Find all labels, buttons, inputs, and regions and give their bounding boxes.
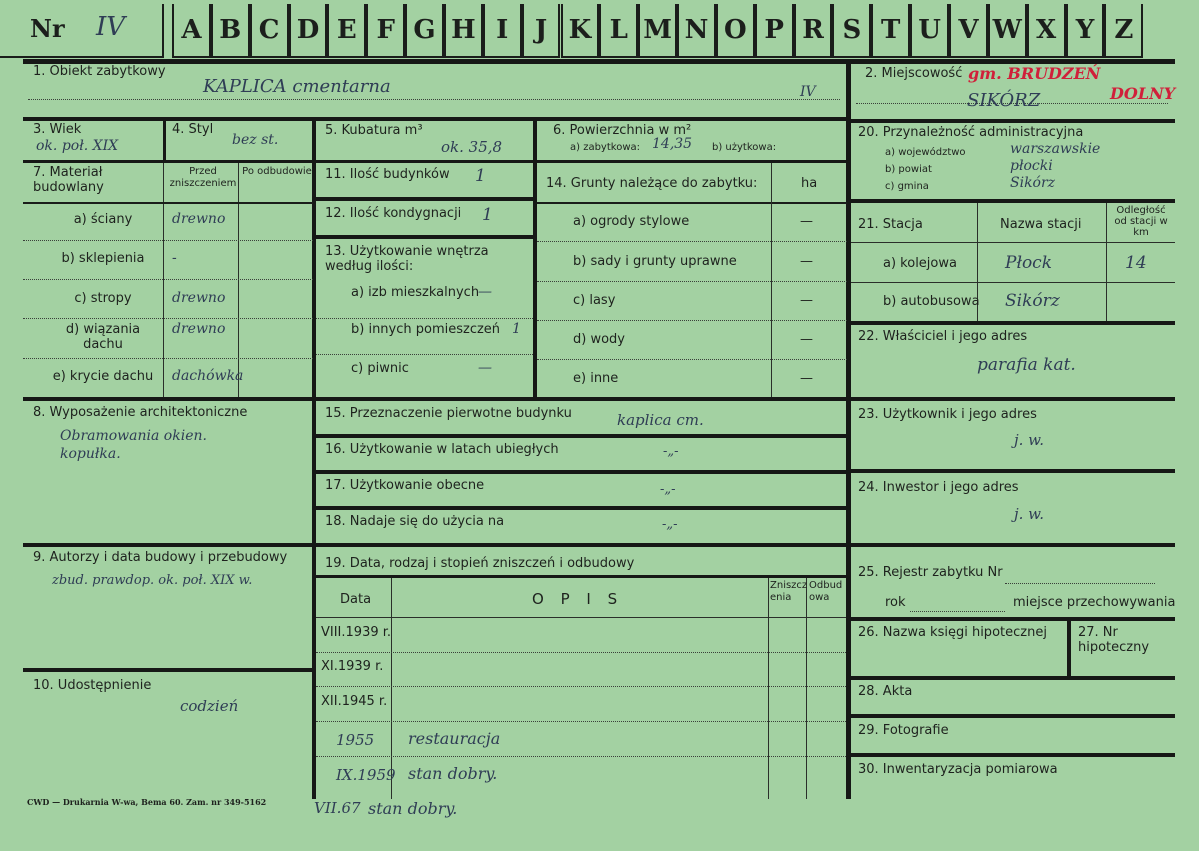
f14-row-line-2 [537,281,847,282]
rule-mid-row [23,397,1175,401]
printer-footer: CWD — Drukarnia W-wa, Bema 60. Zam. nr 349-5162 [27,797,267,807]
rule-bottom-row [23,543,1175,547]
f10-value: codzień [180,697,239,715]
f1-dotline [28,99,840,100]
index-letter: S [832,4,871,58]
f20-row-label: c) gmina [885,181,929,192]
index-letter: G [405,4,444,58]
f15-value: kaplica cm. [617,411,704,429]
index-letter: A [172,4,211,58]
rule-right-8 [851,753,1175,757]
rule-right-3 [851,321,1175,325]
f19-row-date: VIII.1939 r. [321,625,392,640]
f19-row-date: 1955 [336,731,375,749]
f24-label: 24. Inwestor i jego adres [858,480,1019,495]
rule-left-9 [23,668,313,672]
rule-vertical-f3 [163,117,166,163]
f7-divider-2 [238,163,239,397]
f2-gm: gm. BRUDZEŃ [968,64,1101,83]
f21-row-label: a) kolejowa [883,256,957,271]
index-letter: K [561,4,600,58]
f5-value: ok. 35,8 [441,138,503,156]
nr-label: Nr [30,14,65,43]
f19-col-damage [768,578,769,799]
index-letter: Y [1066,4,1105,58]
f9-value: zbud. prawdop. ok. poł. XIX w. [52,573,253,588]
f14-row-value: — [800,332,813,347]
index-letter: X [1027,4,1066,58]
f7-row-label: d) wiązania dachu [65,322,141,352]
index-letter: B [211,4,250,58]
f14-row-line-1 [537,241,847,242]
f26-label: 26. Nazwa księgi hipotecznej [858,625,1047,640]
rule-f17 [316,506,846,510]
f4-value: bez st. [232,132,279,148]
f7-row-before: - [172,250,177,266]
f14-unit: ha [801,176,818,191]
f13-row-value: — [478,360,492,376]
f19-col-rebuild: Odbudowa [809,580,843,603]
f6-label: 6. Powierzchnia w m² [553,123,692,138]
f11-label: 11. Ilość budynków [325,167,450,182]
f7-row-label: b) sklepienia [61,251,145,266]
f7-row-before: dachówka [172,368,244,384]
f21-col-dist: Odległość od stacji w km [1114,205,1168,238]
f19-row-line-1 [316,652,846,653]
f21-row-name: Płock [1005,253,1053,273]
f19-label: 19. Data, rodzaj i stopień zniszczeń i odbudowy [325,556,635,571]
f14-row-label: a) ogrody stylowe [573,214,690,229]
f7-row-line-1 [23,240,313,241]
f19-row-line-3 [316,721,846,722]
index-letter: L [599,4,638,58]
f17-label: 17. Użytkowanie obecne [325,478,485,493]
f19-extra-date: VII.67 [314,799,361,817]
f13-row-label: b) innych pomieszczeń [351,322,501,337]
f7-row-label: e) krycie dachu [52,369,154,384]
f3-label: 3. Wiek [33,122,82,137]
f21-row-dist: 14 [1125,253,1147,273]
f19-row-desc: restauracja [408,729,501,748]
f20-row-label: a) województwo [885,147,966,158]
f13-label: 13. Użytkowanie wnętrza według ilości: [325,244,489,274]
f25-rok: rok [885,595,906,610]
f9-label: 9. Autorzy i data budowy i przebudowy [33,550,288,565]
f23-value: j. w. [1014,431,1045,449]
f30-label: 30. Inwentaryzacja pomiarowa [858,762,1058,777]
f13-row-label: a) izb mieszkalnych [351,285,480,300]
f19-col-rebuild [806,578,807,799]
f19-extra-desc: stan dobry. [368,799,458,818]
f13-row-value: — [478,284,492,300]
f1-value: KAPLICA cmentarna [203,76,391,97]
f3-value: ok. poł. XIX [36,138,119,154]
index-letter: J [522,4,561,58]
rule-vertical-f26 [1067,617,1071,679]
f19-row-date: IX.1959 [336,766,396,784]
f7-head-line [23,202,313,204]
index-letter: U [910,4,949,58]
f21-row-label: b) autobusowa [883,294,980,309]
f12-label: 12. Ilość kondygnacji [325,206,462,221]
f14-row-line-3 [537,320,847,321]
f14-row-label: e) inne [573,371,619,386]
rule-f12 [316,235,533,239]
rule-f16 [316,470,846,474]
f7-row-label: a) ściany [73,212,133,227]
rule-vertical-left-2 [312,397,316,799]
f19-col-date: Data [340,592,372,607]
f5-label: 5. Kubatura m³ [325,123,423,138]
f2-value: SIKÓRZ [967,90,1041,111]
f11-value: 1 [475,166,486,186]
f10-label: 10. Udostępnienie [33,678,152,693]
f15-label: 15. Przeznaczenie pierwotne budynku [325,406,572,421]
f14-row-label: c) lasy [573,293,616,308]
f6-b-label: b) użytkowa: [712,142,777,153]
index-letter: R [794,4,833,58]
f20-row-label: b) powiat [885,164,932,175]
f21-head-line [851,242,1175,243]
f2-label: 2. Miejscowość [865,66,963,81]
f22-label: 22. Właściciel i jego adres [858,329,1028,344]
f13-row-value: 1 [512,321,521,337]
index-letter: W [988,4,1027,58]
rule-right-2 [851,199,1175,203]
f14-row-value: — [800,371,813,386]
f25-rok-dotline [910,611,1005,612]
f7-row-label: c) stropy [74,291,132,306]
f4-label: 4. Styl [172,122,214,137]
f21-col-name: Nazwa stacji [1000,217,1082,232]
f20-row-value: Sikórz [1010,175,1056,191]
f12-value: 1 [482,205,493,225]
f21-col-line-2 [1106,203,1107,321]
rule-f11 [316,197,533,201]
index-letter: Z [1104,4,1143,58]
index-letter: F [366,4,405,58]
f7-divider-1 [163,163,164,397]
f18-value: -„- [662,517,678,532]
f1-label: 1. Obiekt zabytkowy [33,64,166,79]
f14-row-value: — [800,293,813,308]
index-letter: M [638,4,677,58]
f7-label: 7. Materiał budowlany [33,165,104,195]
f18-label: 18. Nadaje się do użycia na [325,514,505,529]
f14-row-line-4 [537,359,847,360]
index-letter: D [289,4,328,58]
rule-f15 [316,434,846,438]
f25-label: 25. Rejestr zabytku Nr [858,565,1003,580]
f7-col-after: Po odbudowie [242,166,312,177]
f21-row-name: Sikórz [1005,291,1060,311]
f6-a-label: a) zabytkowa: [570,142,640,153]
f21-row-line [851,282,1175,283]
f19-row-line-2 [316,686,846,687]
f8-line1: Obramowania okien. [60,428,207,444]
rule-right-1 [851,119,1175,123]
f7-row-line-4 [23,358,313,359]
f19-col-desc: O P I S [532,590,624,608]
f14-label: 14. Grunty należące do zabytku: [546,176,758,191]
f24-value: j. w. [1014,505,1045,523]
f23-label: 23. Użytkownik i jego adres [858,407,1037,422]
f7-row-before: drewno [172,321,226,337]
rule-right-7 [851,714,1175,718]
f7-row-line-2 [23,279,313,280]
f16-value: -„- [663,444,679,459]
header-nr-box [0,4,164,58]
index-letter: H [444,4,483,58]
f6-a-value: 14,35 [652,136,693,152]
f20-label: 20. Przynależność administracyjna [858,125,1084,140]
f7-row-before: drewno [172,290,226,306]
f14-row-label: b) sady i grunty uprawne [573,254,737,269]
f7-row-line-3 [23,318,313,319]
index-letter: T [871,4,910,58]
index-letter: P [755,4,794,58]
f13-row-line-1 [316,318,533,319]
nr-value: IV [96,12,126,42]
index-letter: V [949,4,988,58]
f21-label: 21. Stacja [858,217,923,232]
f14-row-value: — [800,214,813,229]
f17-value: -„- [660,482,676,497]
index-letter: C [250,4,289,58]
f7-col-before: Przed zniszczeniem [169,166,237,189]
f19-row-desc: stan dobry. [408,764,498,783]
f13-row-label: c) piwnic [351,361,409,376]
f14-row-value: — [800,254,813,269]
rule-row2 [23,160,847,163]
index-letter: O [716,4,755,58]
f20-row-value: płocki [1010,158,1053,174]
f20-row-value: warszawskie [1010,141,1101,157]
f14-col-line [771,163,772,397]
f22-value: parafia kat. [977,355,1076,375]
f8-line2: kopułka. [60,446,121,462]
f8-label: 8. Wyposażenie architektoniczne [33,405,248,420]
index-letter: I [483,4,522,58]
rule-right-5 [851,617,1175,621]
f13-row-line-2 [316,354,533,355]
f28-label: 28. Akta [858,684,913,699]
f19-head-line [316,617,846,618]
f29-label: 29. Fotografie [858,723,949,738]
f1-mark: IV [800,84,816,100]
f19-row-date: XI.1939 r. [321,659,384,674]
f25-dotline [1005,583,1155,584]
f25-miejsce: miejsce przechowywania [1013,595,1176,610]
f27-label: 27. Nr hipoteczny [1078,625,1150,655]
f19-row-date: XII.1945 r. [321,694,388,709]
f2-extra: DOLNY [1110,84,1176,103]
f14-row-label: d) wody [573,332,625,347]
rule-f19-head [316,575,846,578]
f19-col-damage: Zniszczenia [770,580,808,603]
rule-right-6 [851,676,1175,680]
f7-row-before: drewno [172,211,226,227]
f19-row-line-4 [316,756,846,757]
f16-label: 16. Użytkowanie w latach ubiegłych [325,442,559,457]
index-letter: N [677,4,716,58]
rule-row1 [23,117,847,121]
rule-right-4 [851,469,1175,473]
index-letter: E [327,4,366,58]
rule-vertical-main [846,59,851,799]
f14-head-line [537,202,847,204]
